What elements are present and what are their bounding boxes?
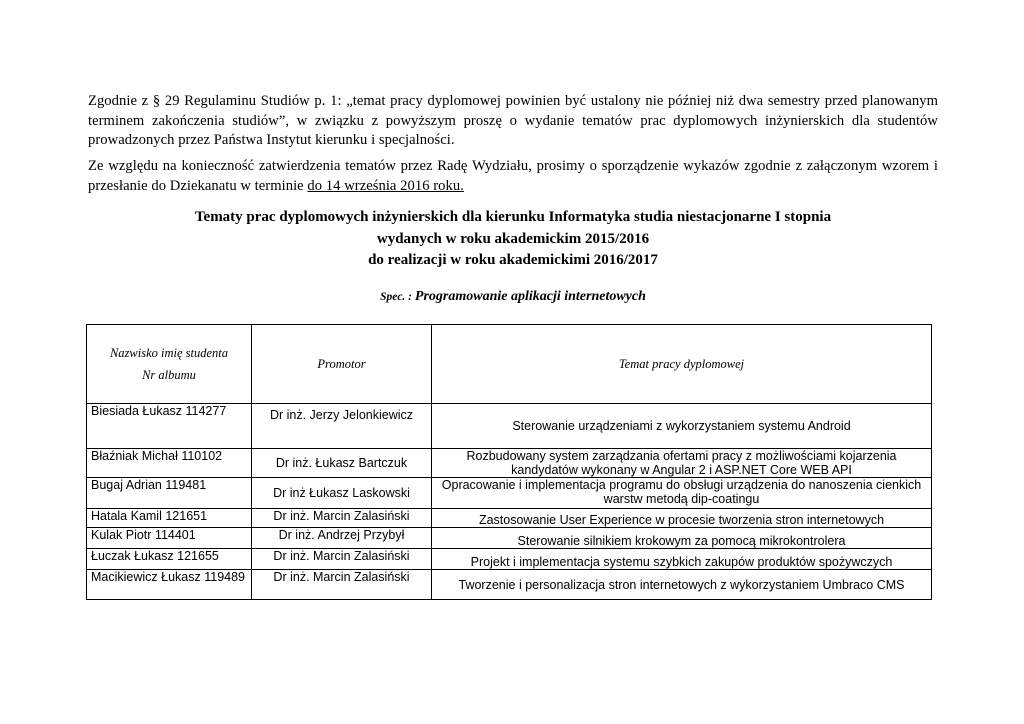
table-row	[87, 509, 932, 528]
table-row	[87, 478, 932, 509]
table-row	[87, 404, 932, 449]
specialization	[88, 289, 938, 305]
intro-paragraph-2	[88, 157, 938, 196]
table-row	[87, 528, 932, 549]
promotor-cell: Dr inż. Łukasz Bartczuk	[252, 449, 432, 478]
student-cell: Błaźniak Michał 110102	[87, 449, 252, 478]
student-cell: Hatala Kamil 121651	[87, 509, 252, 528]
header-topic: Temat pracy dyplomowej	[432, 325, 932, 404]
topic-cell: Projekt i implementacja systemu szybkich zakupów produktów spożywczych	[432, 549, 932, 570]
promotor-cell: Dr inż. Marcin Zalasiński	[252, 549, 432, 570]
specialization-label: Spec. :	[380, 291, 415, 303]
table-row	[87, 570, 932, 600]
student-cell: Biesiada Łukasz 114277	[87, 404, 252, 449]
deadline-text: do 14 września 2016 roku.	[307, 177, 464, 194]
promotor-cell: Dr inż. Marcin Zalasiński	[252, 509, 432, 528]
thesis-table	[86, 324, 932, 600]
topic-cell: Sterowanie urządzeniami z wykorzystaniem systemu Android	[432, 404, 932, 449]
promotor-cell: Dr inż. Andrzej Przybył	[252, 528, 432, 549]
header-student-album: Nr albumu	[142, 368, 196, 382]
student-cell: Macikiewicz Łukasz 119489	[87, 570, 252, 600]
specialization-value: Programowanie aplikacji internetowych	[414, 289, 646, 304]
topic-cell: Opracowanie i implementacja programu do obsługi urządzenia do nanoszenia cienkich warstw metodą dip-coatingu	[432, 478, 932, 509]
title-line-2: wydanych w roku akademickim 2015/2016	[376, 230, 650, 247]
document-title	[88, 207, 938, 272]
intro-paragraph-2-text: Ze względu na konieczność zatwierdzenia tematów przez Radę Wydziału, prosimy o sporządzenie wykazów zgodnie z załączonym wzorem i przesłanie do Dziekanatu w terminie	[88, 158, 938, 194]
header-student-name: Nazwisko imię studenta	[109, 346, 229, 360]
table-header-row	[87, 325, 932, 404]
promotor-cell: Dr inż. Jerzy Jelonkiewicz	[252, 404, 432, 449]
student-cell: Kulak Piotr 114401	[87, 528, 252, 549]
promotor-cell: Dr inż Łukasz Laskowski	[252, 478, 432, 509]
student-cell: Bugaj Adrian 119481	[87, 478, 252, 509]
header-student	[87, 325, 252, 404]
topic-cell: Sterowanie silnikiem krokowym za pomocą mikrokontrolera	[432, 528, 932, 549]
table-row	[87, 549, 932, 570]
topic-cell: Zastosowanie User Experience w procesie tworzenia stron internetowych	[432, 509, 932, 528]
intro-paragraph-1: Zgodnie z § 29 Regulaminu Studiów p. 1: „temat pracy dyplomowej powinien być ustalony nie później niż dwa semestry przed planowanym terminem zakończenia studiów”, w związku z powyższym proszę o wydanie tematów prac dyplomowych inżynierskich dla studentów prowadzonych przez Państwa Instytut kierunku i specjalności.	[88, 93, 938, 148]
table-row	[87, 449, 932, 478]
title-line-3: do realizacji w roku akademickimi 2016/2017	[368, 252, 658, 268]
topic-cell: Tworzenie i personalizacja stron internetowych z wykorzystaniem Umbraco CMS	[432, 570, 932, 600]
student-cell: Łuczak Łukasz 121655	[87, 549, 252, 570]
promotor-cell: Dr inż. Marcin Zalasiński	[252, 570, 432, 600]
header-promotor: Promotor	[252, 325, 432, 404]
title-line-1: Tematy prac dyplomowych inżynierskich dla kierunku Informatyka studia niestacjonarne I stopnia	[194, 209, 832, 225]
topic-cell: Rozbudowany system zarządzania ofertami pracy z możliwościami kojarzenia kandydatów wykonany w Angular 2 i ASP.NET Core WEB API	[432, 449, 932, 478]
